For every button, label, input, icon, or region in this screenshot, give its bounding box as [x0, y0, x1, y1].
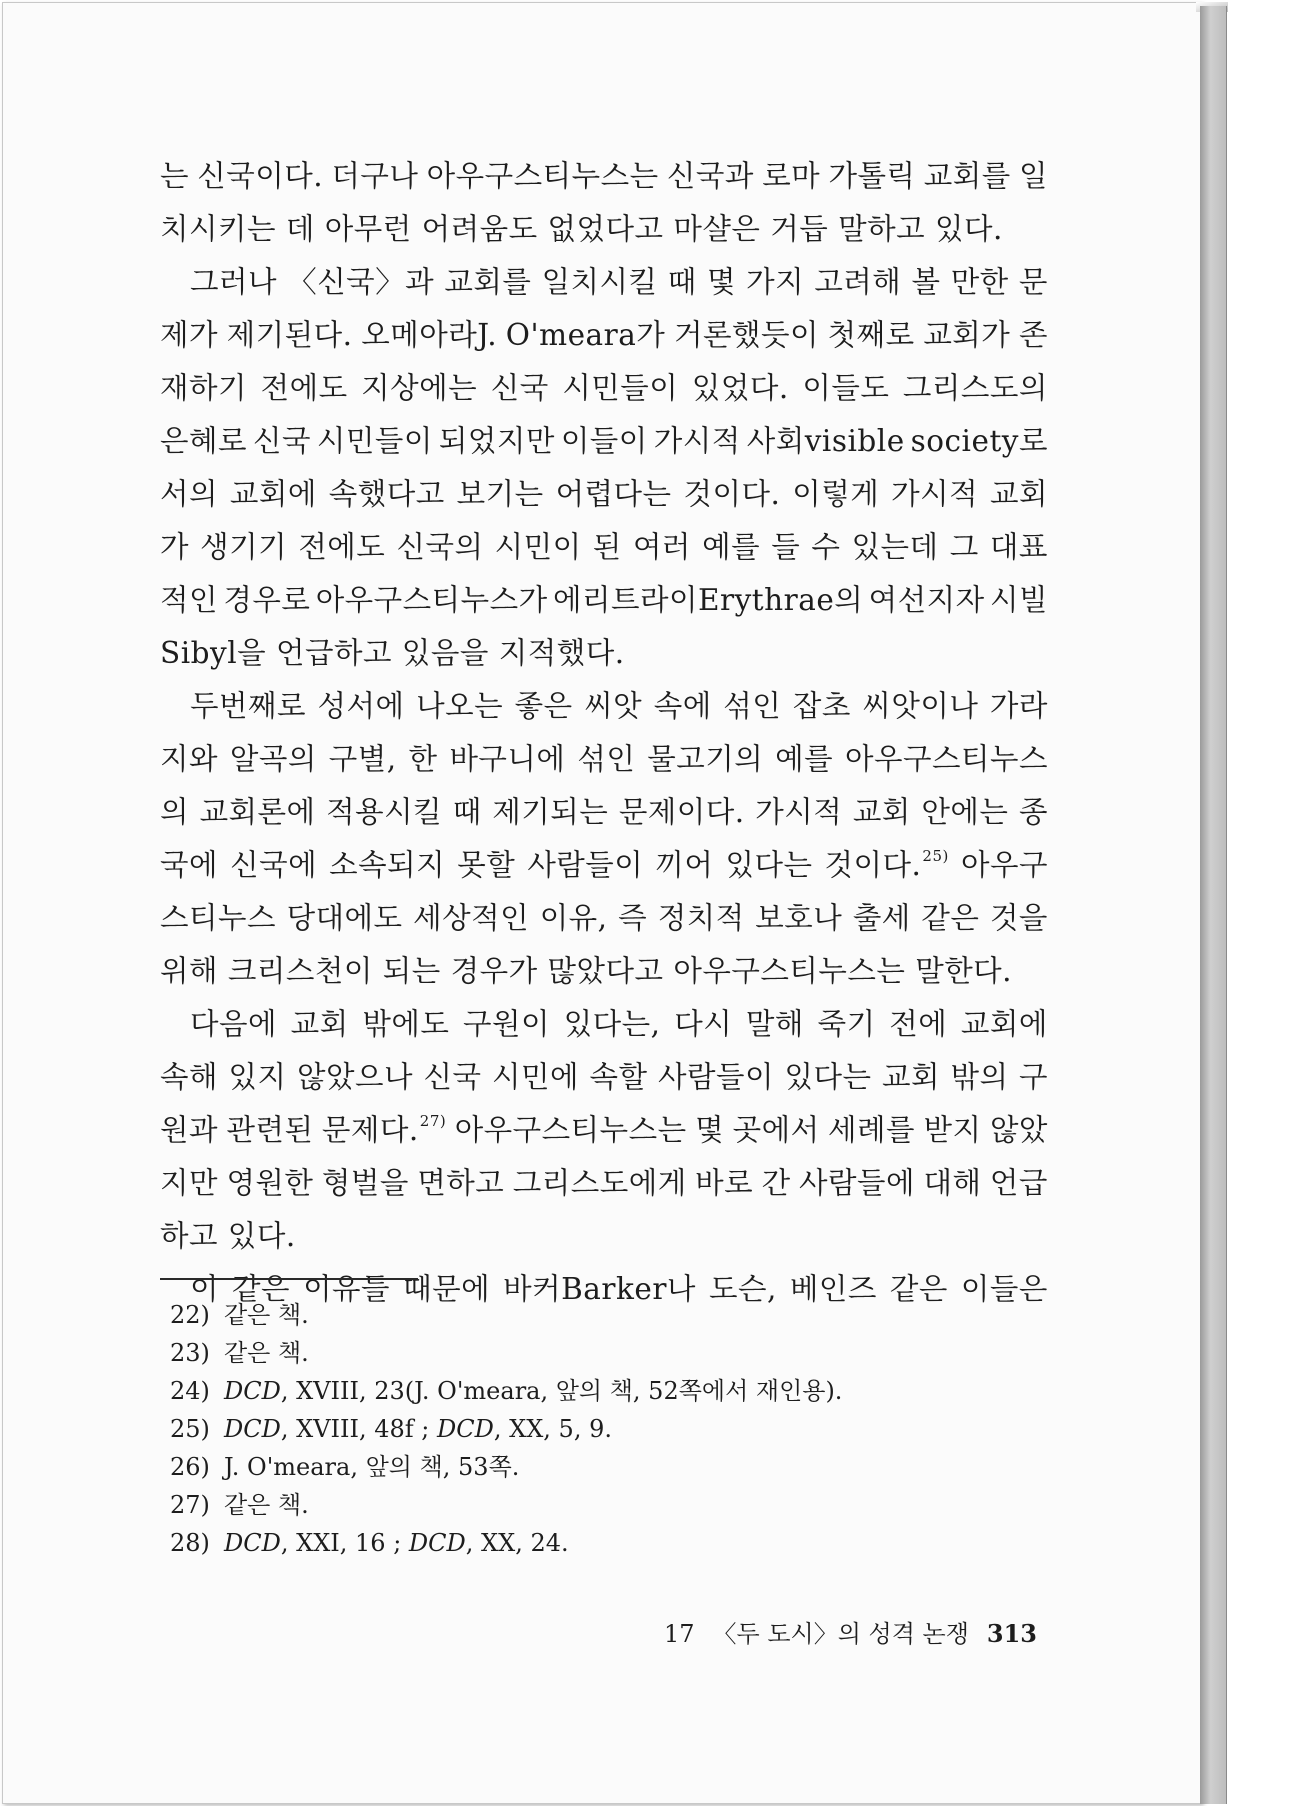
- body-word: 대표: [989, 530, 1048, 564]
- footnote-number: 22): [170, 1301, 210, 1329]
- body-word: 어렵다는: [555, 477, 672, 511]
- footnote: [170, 1448, 1030, 1486]
- body-word: 밖의: [950, 1060, 1009, 1094]
- body-word: 대해: [923, 1166, 982, 1200]
- body-word: 교회: [990, 477, 1048, 511]
- body-word: 여러: [632, 530, 691, 564]
- body-word: 소속되지: [329, 848, 446, 882]
- body-text-run: 하고 있다.: [160, 1219, 296, 1253]
- footnote-text: DCD: [224, 1529, 281, 1557]
- body-word: 의: [160, 795, 189, 829]
- body-word: 베인즈: [789, 1272, 877, 1306]
- body-line: [160, 150, 1048, 203]
- body-word: 교회: [882, 1060, 940, 1094]
- body-line: [160, 574, 1048, 627]
- footnote-number: 27): [170, 1491, 210, 1519]
- body-word: 사람들이: [658, 1060, 774, 1094]
- body-word: 한: [408, 742, 438, 776]
- body-word: 가시적: [653, 424, 741, 458]
- body-word: 이렇게: [792, 477, 880, 511]
- body-word: 그리스도에게: [512, 1166, 687, 1200]
- body-word: 교회에: [229, 477, 317, 511]
- body-word: 바커Barker나: [503, 1272, 696, 1306]
- body-line: [160, 786, 1048, 839]
- footnotes: [170, 1296, 1030, 1562]
- body-word: 오메아라J.: [361, 318, 498, 352]
- body-word: 세상적인: [413, 901, 530, 935]
- body-word: 있다는,: [563, 1007, 661, 1041]
- body-word: 있었다.: [691, 371, 789, 405]
- body-word: 교회에: [960, 1007, 1048, 1041]
- body-word: 된: [592, 530, 622, 564]
- body-word: 즉: [618, 901, 648, 935]
- body-word: 들: [771, 530, 801, 564]
- body-word: 때문에: [403, 1272, 491, 1306]
- body-word: 로마: [762, 159, 821, 193]
- body-word: 몇: [706, 265, 736, 299]
- footnote-number: 24): [170, 1377, 210, 1405]
- body-word: 전에: [889, 1007, 948, 1041]
- body-word: 씨앗이나: [862, 689, 979, 723]
- body-word: 바로: [695, 1166, 754, 1200]
- body-word: 그러나: [190, 265, 277, 299]
- body-word: 제기된다.: [226, 318, 353, 352]
- body-line: [160, 203, 1048, 256]
- body-word: 사회visible: [746, 424, 905, 458]
- body-word: 정치적: [657, 901, 745, 935]
- body-word: 〈신국〉과: [287, 265, 435, 299]
- body-word: 성서에: [317, 689, 405, 723]
- body-word: 섞인: [723, 689, 782, 723]
- body-word: 적용시킬: [326, 795, 443, 829]
- footnote: [170, 1372, 1030, 1410]
- body-text-run: 치시키는 데 아무런 어려움도 없었다고 마샬은 거듭 말하고 있다.: [160, 212, 1003, 246]
- body-word: 보호나: [755, 901, 843, 935]
- body-word: 것이다.$^{25)}$: [824, 847, 949, 882]
- body-word: 않았으나: [297, 1060, 413, 1094]
- body-word: 가시적: [755, 795, 843, 829]
- body-word: 것을: [989, 901, 1048, 935]
- body-word: 좋은: [514, 689, 573, 723]
- body-word: 바구니에: [449, 742, 566, 776]
- body-word: 같은: [232, 1272, 291, 1306]
- body-word: 몇: [695, 1113, 725, 1147]
- body-word: 국에: [160, 848, 218, 882]
- body-word: 수: [811, 530, 841, 564]
- body-word: 신국의: [396, 530, 484, 564]
- body-line: [160, 680, 1048, 733]
- body-word: 간: [761, 1166, 791, 1200]
- footnote-text: , XXI, 16 ;: [280, 1529, 409, 1557]
- body-word: 생기기: [200, 530, 288, 564]
- body-word: 고려해: [814, 265, 902, 299]
- body-word: 끼어: [655, 848, 714, 882]
- body-word: 제가: [160, 318, 218, 352]
- body-word: 가지: [746, 265, 805, 299]
- body-word: 신국: [252, 424, 311, 458]
- body-word: 같은: [921, 901, 980, 935]
- body-word: 도슨,: [708, 1272, 777, 1306]
- body-word: 나오는: [416, 689, 504, 723]
- body-word: 거론했듯이: [673, 318, 819, 352]
- body-word: 더구나: [331, 159, 419, 193]
- body-word: 교회를: [444, 265, 532, 299]
- body-word: 존: [1018, 318, 1048, 352]
- body-line: [160, 362, 1048, 415]
- body-word: 안에는: [921, 795, 1009, 829]
- body-word: 교회: [852, 795, 911, 829]
- body-word: 관련된: [226, 1113, 314, 1147]
- body-word: 스티누스: [160, 901, 276, 935]
- running-footer: [664, 1614, 1037, 1649]
- body-word: 신국: [423, 1060, 482, 1094]
- body-word: 는: [160, 159, 189, 193]
- body-word: 경우로: [223, 583, 311, 617]
- body-word: 전에도: [260, 371, 348, 405]
- body-line: [160, 468, 1048, 521]
- body-line: [160, 627, 1048, 680]
- body-word: 볼: [911, 265, 941, 299]
- body-word: 전에도: [298, 530, 386, 564]
- footnote-text: 같은 책.: [224, 1339, 309, 1367]
- body-word: 적인: [160, 583, 218, 617]
- body-word: 면하고: [417, 1166, 505, 1200]
- body-word: 받지: [923, 1113, 982, 1147]
- body-word: 여선지자: [868, 583, 985, 617]
- body-line: [160, 521, 1048, 574]
- body-word: 이들이: [560, 424, 648, 458]
- body-text-run: Sibyl을 언급하고 있음을 지적했다.: [160, 636, 625, 670]
- footnote-text: , XX, 5, 9.: [493, 1415, 612, 1443]
- body-text: [160, 150, 1048, 1316]
- body-word: 당대에도: [286, 901, 403, 935]
- body-word: 시민들이: [562, 371, 679, 405]
- body-word: 언급: [989, 1166, 1048, 1200]
- body-word: 아우구스티누스: [845, 742, 1048, 776]
- footnote-text: DCD: [408, 1529, 466, 1557]
- body-word: 물고기의: [647, 742, 764, 776]
- body-word: 교회론에: [199, 795, 316, 829]
- body-word: 구원이: [463, 1007, 551, 1041]
- footnote: [170, 1296, 1030, 1334]
- body-word: 때: [452, 795, 482, 829]
- footnote-text: 같은 책.: [224, 1301, 309, 1329]
- body-word: 이들은: [960, 1272, 1048, 1306]
- body-word: 속에: [653, 689, 712, 723]
- body-word: 문제다.$^{27)}$: [321, 1112, 447, 1147]
- body-word: 두번째로: [190, 689, 306, 723]
- body-word: 때: [667, 265, 697, 299]
- body-line: [160, 309, 1048, 362]
- footnote-text: , XX, 24.: [465, 1529, 569, 1557]
- body-word: 출세: [852, 901, 911, 935]
- body-word: 신국과: [666, 159, 754, 193]
- body-word: 아우구스티누스가: [315, 583, 548, 617]
- body-word: 시민에: [492, 1060, 579, 1094]
- page-stack-edge: [1200, 6, 1227, 1804]
- body-word: 곳에서: [732, 1113, 820, 1147]
- body-line: [160, 1104, 1048, 1157]
- footnote-number: 23): [170, 1339, 210, 1367]
- body-word: 그리스도의: [902, 371, 1048, 405]
- body-word: 이: [190, 1272, 219, 1306]
- footnote-text: DCD: [437, 1415, 494, 1443]
- body-word: 있다는: [725, 848, 813, 882]
- body-word: 다시: [674, 1007, 733, 1041]
- body-word: 아우구스티누스는: [454, 1113, 687, 1147]
- body-word: 섞인: [577, 742, 636, 776]
- body-word: 교회를: [923, 159, 1011, 193]
- body-word: 세례를: [828, 1113, 916, 1147]
- footnote: [170, 1334, 1030, 1372]
- body-word: 서의: [160, 477, 218, 511]
- body-word: 시빌: [990, 583, 1048, 617]
- footnote-text: DCD: [224, 1415, 281, 1443]
- body-word: 이들도: [802, 371, 890, 405]
- body-word: 가톨릭: [828, 159, 916, 193]
- body-word: 형벌을: [321, 1166, 409, 1200]
- footnote-number: 25): [170, 1415, 210, 1443]
- body-word: 교회: [290, 1007, 349, 1041]
- body-word: 보기는: [456, 477, 544, 511]
- body-word: 있다는: [784, 1060, 872, 1094]
- body-word: 이유,: [539, 901, 608, 935]
- body-word: 지만: [160, 1166, 218, 1200]
- body-word: 은혜로: [160, 424, 247, 458]
- footnote-number: 26): [170, 1453, 210, 1481]
- body-word: 이유들: [303, 1272, 391, 1306]
- body-line: [160, 415, 1048, 468]
- footnote: [170, 1410, 1030, 1448]
- body-text-run: 위해 크리스천이 되는 경우가 많았다고 아우구스티누스는 말한다.: [160, 954, 1013, 988]
- footnote-ref: 25): [922, 847, 949, 865]
- body-word: 구별,: [328, 742, 397, 776]
- body-word: 속할: [589, 1060, 648, 1094]
- body-word: 사람들이: [527, 848, 644, 882]
- chapter-title: 〈두 도시〉의 성격 논쟁: [712, 1620, 969, 1648]
- body-word: 되었지만: [438, 424, 555, 458]
- footnote-rule: [160, 1278, 418, 1280]
- body-line: [160, 733, 1048, 786]
- body-line: [160, 998, 1048, 1051]
- body-word: 죽기: [817, 1007, 876, 1041]
- body-word: 있는데: [851, 530, 939, 564]
- body-word: 사람들에: [799, 1166, 916, 1200]
- body-word: 다음에: [190, 1007, 277, 1041]
- body-word: 그: [949, 530, 979, 564]
- footnote-text: 같은 책.: [224, 1491, 309, 1519]
- body-word: 씨앗: [584, 689, 643, 723]
- body-word: society로: [910, 424, 1048, 458]
- body-word: 속해: [160, 1060, 218, 1094]
- body-word: 재하기: [160, 371, 247, 405]
- page-number: 313: [986, 1619, 1038, 1648]
- body-word: 말해: [745, 1007, 804, 1041]
- body-word: 종: [1018, 795, 1048, 829]
- body-line: [160, 1051, 1048, 1104]
- body-line: [160, 892, 1048, 945]
- body-word: 밖에도: [362, 1007, 450, 1041]
- body-line: [160, 1157, 1048, 1210]
- body-word: 원과: [160, 1113, 218, 1147]
- body-word: 못할: [457, 848, 516, 882]
- body-word: 신국: [490, 371, 549, 405]
- body-word: 않았: [989, 1113, 1048, 1147]
- footnote: [170, 1486, 1030, 1524]
- body-word: O'meara가: [505, 318, 666, 352]
- body-word: 신국이다.: [197, 159, 324, 193]
- body-word: 일: [1018, 159, 1048, 193]
- body-word: 잡초: [792, 689, 851, 723]
- body-word: 첫째로: [827, 318, 915, 352]
- body-word: 교회가: [923, 318, 1011, 352]
- body-word: 속했다고: [328, 477, 445, 511]
- footnote-text: J. O'meara, 앞의 책, 53쪽.: [224, 1453, 520, 1481]
- body-word: 만한: [950, 265, 1009, 299]
- footnote-text: , XVIII, 23(J. O'meara, 앞의 책, 52쪽에서 재인용).: [280, 1377, 843, 1405]
- body-word: 일치시킬: [541, 265, 658, 299]
- body-word: 있지: [228, 1060, 287, 1094]
- body-word: 제기되는: [492, 795, 609, 829]
- chapter-number: 17: [664, 1620, 695, 1648]
- body-word: 가시적: [891, 477, 979, 511]
- body-word: 에리트라이Erythrae의: [553, 583, 864, 617]
- body-word: 아우구: [960, 848, 1048, 882]
- body-word: 신국에: [230, 848, 318, 882]
- footnote-number: 28): [170, 1529, 210, 1557]
- body-word: 알곡의: [229, 742, 317, 776]
- body-line: [160, 256, 1048, 309]
- body-word: 지와: [160, 742, 218, 776]
- footnote-text: , XVIII, 48f ;: [280, 1415, 437, 1443]
- body-word: 것이다.: [683, 477, 781, 511]
- footnote-ref: 27): [419, 1112, 447, 1130]
- body-word: 같은: [889, 1272, 948, 1306]
- body-line: [160, 839, 1048, 892]
- body-word: 문: [1018, 265, 1048, 299]
- body-line: [160, 945, 1048, 998]
- body-line: [160, 1210, 1048, 1263]
- body-word: 아우구스티누스는: [426, 159, 659, 193]
- body-word: 예를: [775, 742, 834, 776]
- body-word: 문제이다.: [618, 795, 745, 829]
- body-word: 지상에는: [361, 371, 478, 405]
- body-word: 영원한: [226, 1166, 314, 1200]
- body-word: 구: [1019, 1060, 1048, 1094]
- body-word: 가라: [989, 689, 1048, 723]
- footnote-text: DCD: [224, 1377, 281, 1405]
- footnote: [170, 1524, 1030, 1562]
- body-word: 시민들이: [316, 424, 433, 458]
- body-word: 가: [160, 530, 189, 564]
- body-word: 시민이: [494, 530, 582, 564]
- body-word: 예를: [702, 530, 761, 564]
